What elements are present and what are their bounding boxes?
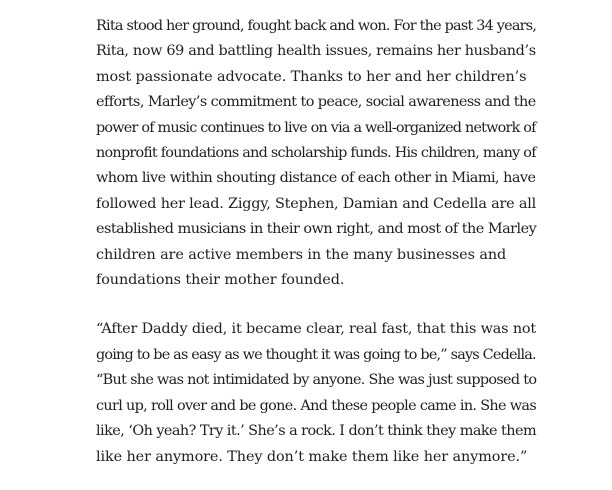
text-line: efforts, Marley’s commitment to peace, social awareness and the — [96, 94, 536, 111]
text-line: followed her lead. Ziggy, Stephen, Damian and Cedella are all — [96, 195, 537, 212]
text-line: children are active members in the many businesses and — [96, 246, 507, 263]
text-line: Rita, now 69 and battling health issues, remains her husband’s — [96, 43, 536, 60]
text-line: most passionate advocate. Thanks to her and her children’s — [96, 68, 527, 85]
paragraph-rita-advocacy — [96, 14, 536, 293]
text-line: “But she was not intimidated by anyone. She was just supposed to — [96, 372, 537, 389]
article-body — [96, 14, 536, 470]
text-line: going to be as easy as we thought it was going to be,” says Cedella. — [96, 346, 536, 363]
paragraph-cedella-quote — [96, 317, 536, 469]
text-line: power of music continues to live on via a well-organized network of — [96, 119, 536, 136]
text-line: like her anymore. They don’t make them like her anymore.” — [96, 448, 528, 465]
text-line: whom live within shouting distance of each other in Miami, have — [96, 170, 536, 187]
text-line: Rita stood her ground, fought back and won. For the past 34 years, — [96, 18, 537, 34]
text-line: nonprofit foundations and scholarship funds. His children, many of — [96, 145, 536, 162]
text-line: curl up, roll over and be gone. And these people came in. She was — [96, 397, 537, 414]
text-line: foundations their mother founded. — [96, 272, 345, 289]
text-line: “After Daddy died, it became clear, real fast, that this was not — [96, 321, 537, 338]
text-line: like, ‘Oh yeah? Try it.’ She’s a rock. I don’t think they make them — [96, 423, 537, 440]
text-line: established musicians in their own right, and most of the Marley — [96, 221, 537, 238]
